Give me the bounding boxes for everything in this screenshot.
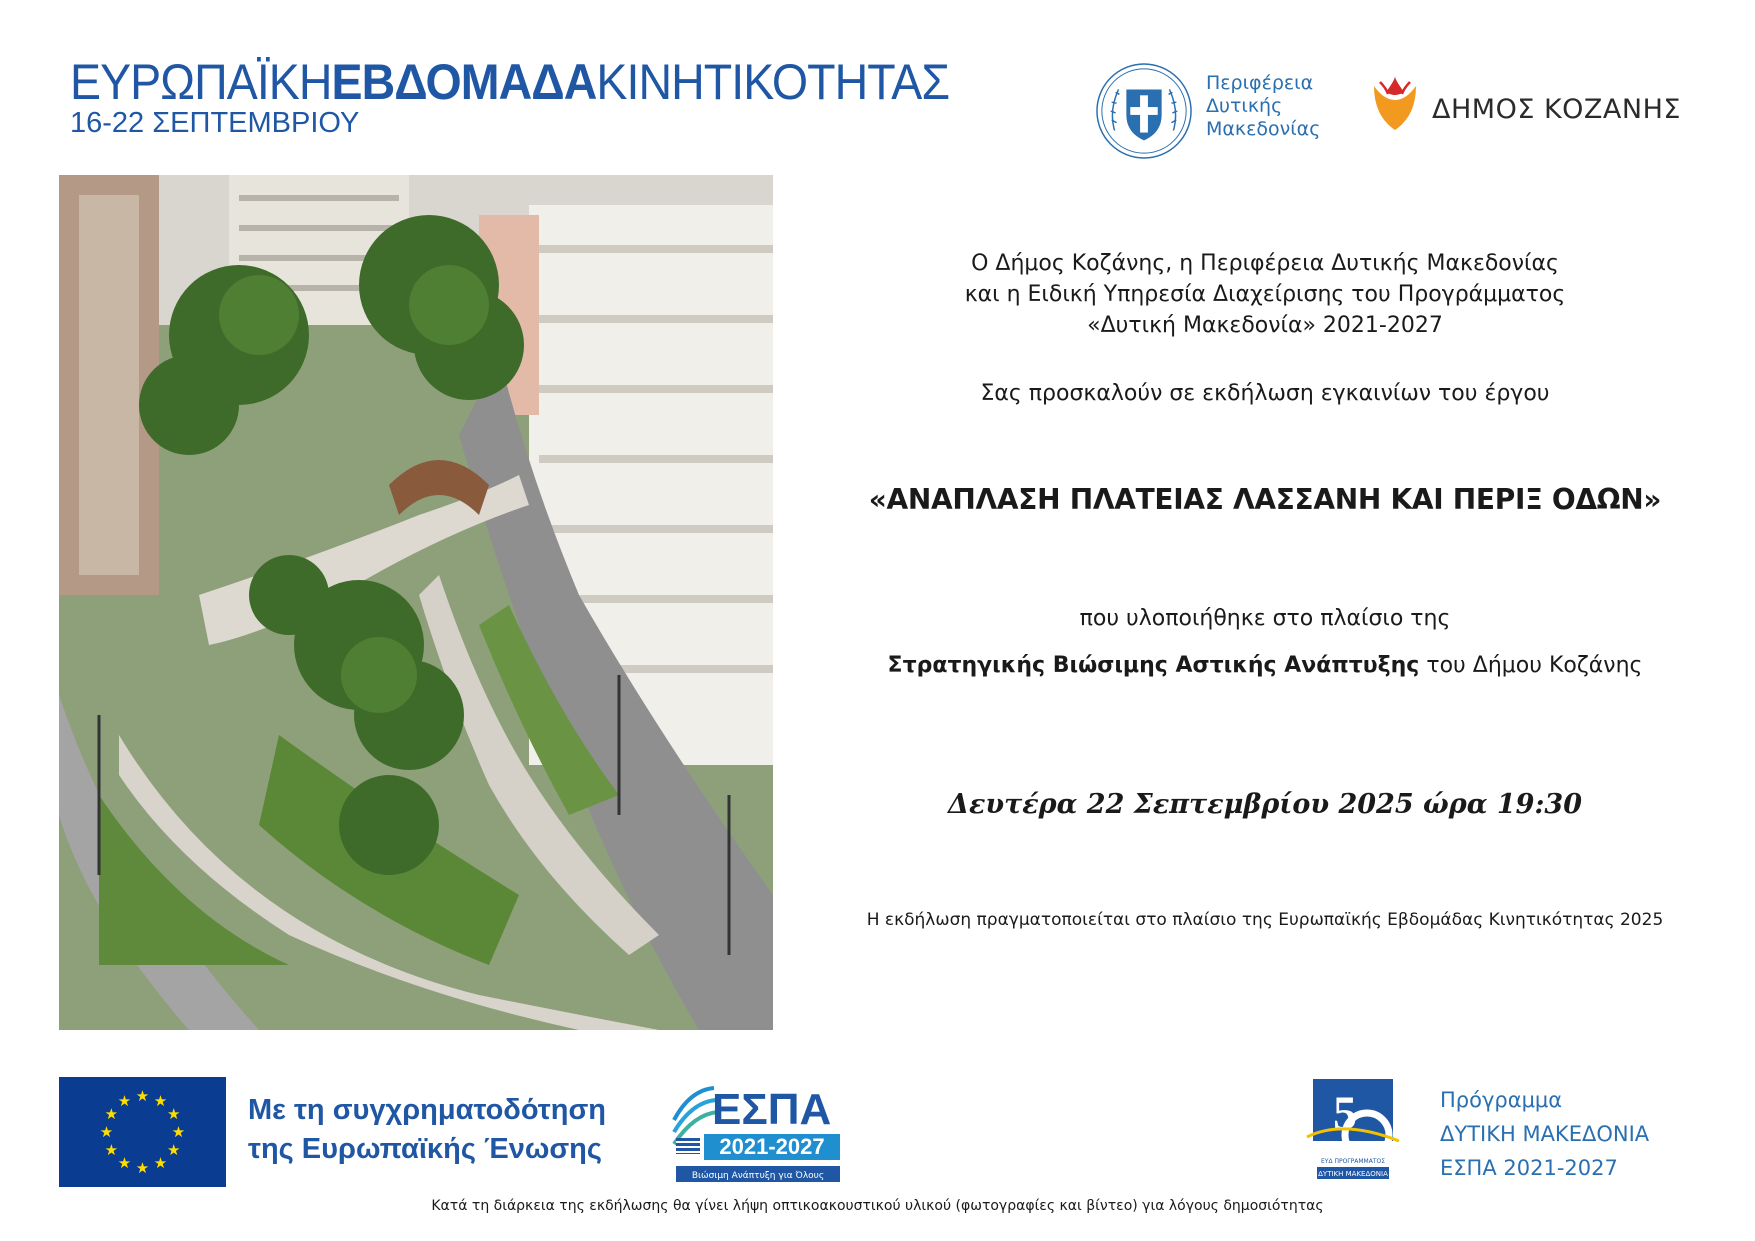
eu-star-icon: ★: [135, 1087, 150, 1105]
region-name-line3: Μακεδονίας: [1206, 118, 1321, 140]
kozani-logo-icon: [1372, 76, 1418, 132]
eu-star-icon: ★: [166, 1105, 181, 1123]
intro-line1: Ο Δήμος Κοζάνης, η Περιφέρεια Δυτικής Μακεδονίας: [971, 251, 1559, 276]
eu-star-icon: ★: [117, 1154, 132, 1173]
region-name-line2: Δυτικής: [1206, 95, 1283, 117]
intro-line2: και η Ειδική Υπηρεσία Διαχείρισης του Προγράμματος: [964, 282, 1566, 307]
eu-cofunding-line2: της Ευρωπαϊκής Ένωσης: [248, 1133, 602, 1165]
region-name: [1206, 72, 1320, 141]
eu-star-icon: ★: [153, 1154, 168, 1173]
week-title-part2: ΕΒΔΟΜΑΔΑ: [331, 54, 597, 110]
espa-slogan: Βιώσιμη Ανάπτυξη για Όλους: [691, 1171, 825, 1181]
week-title-part1: ΕΥΡΩΠΑΪΚΗ: [70, 54, 332, 110]
eu-star-icon: ★: [166, 1141, 181, 1159]
region-emblem-icon: [1095, 62, 1193, 160]
eu-star-icon: ★: [171, 1123, 186, 1141]
svg-text:5: 5: [1333, 1087, 1357, 1140]
program-badge-bottom: ΔΥΤΙΚΗ ΜΑΚΕΔΟΝΙΑ: [1318, 1170, 1388, 1178]
espa-title: ΕΣΠΑ: [712, 1085, 832, 1134]
eu-star-icon: ★: [99, 1123, 114, 1141]
event-datetime: Δευτέρα 22 Σεπτεμβρίου 2025 ώρα 19:30: [948, 789, 1582, 820]
implemented-line: που υλοποιήθηκε στο πλαίσιο της: [1079, 606, 1451, 631]
eu-cofunding: [248, 1091, 606, 1169]
eu-star-icon: ★: [104, 1105, 119, 1123]
eu-star-icon: ★: [135, 1159, 150, 1177]
espa-years: 2021-2027: [719, 1134, 825, 1159]
square-aerial-photo: [59, 175, 773, 1030]
organizers-intro: [800, 248, 1730, 341]
strategy-line: [800, 650, 1730, 681]
eu-flag-icon: [59, 1077, 226, 1187]
media-disclaimer: Κατά τη διάρκεια της εκδήλωσης θα γίνει λήψη οπτικοακουστικού υλικού (φωτογραφίες και βίντεο) για λόγους δημοσιότητας: [431, 1198, 1324, 1214]
week-title: [70, 56, 949, 108]
strategy-name: Στρατηγικής Βιώσιμης Αστικής Ανάπτυξης: [887, 653, 1420, 678]
program-line1: Πρόγραμμα: [1440, 1088, 1563, 1112]
eu-star-icon: ★: [117, 1091, 132, 1110]
intro-line3: «Δυτική Μακεδονία» 2021-2027: [1087, 313, 1443, 338]
program-name: [1440, 1083, 1649, 1185]
program-line2: ΔΥΤΙΚΗ ΜΑΚΕΔΟΝΙΑ: [1440, 1122, 1650, 1146]
region-name-line1: Περιφέρεια: [1206, 72, 1314, 94]
program-badge-top: ΕΥΔ ΠΡΟΓΡΑΜΜΑΤΟΣ: [1320, 1158, 1386, 1165]
eu-star-icon: ★: [104, 1141, 119, 1159]
municipality-name: ΔΗΜΟΣ ΚΟΖΑΝΗΣ: [1432, 94, 1681, 125]
espa-logo: [670, 1080, 842, 1185]
event-context: Η εκδήλωση πραγματοποιείται στο πλαίσιο της Ευρωπαϊκής Εβδομάδας Κινητικότητας 2025: [866, 910, 1664, 930]
program-logo-icon: [1303, 1079, 1403, 1180]
week-dates: 16-22 ΣΕΠΤΕΜΒΡΙΟΥ: [70, 107, 360, 139]
project-title: «ΑΝΑΠΛΑΣΗ ΠΛΑΤΕΙΑΣ ΛΑΣΣΑΝΗ ΚΑΙ ΠΕΡΙΞ ΟΔΩΝ»: [868, 483, 1662, 516]
eu-star-icon: ★: [153, 1091, 168, 1110]
week-title-part3: ΚΙΝΗΤΙΚΟΤΗΤΑΣ: [596, 54, 950, 110]
invite-line: Σας προσκαλούν σε εκδήλωση εγκαινίων του έργου: [980, 381, 1550, 406]
program-line3: ΕΣΠΑ 2021-2027: [1440, 1156, 1618, 1180]
strategy-owner: του Δήμου Κοζάνης: [1419, 653, 1643, 678]
eu-cofunding-line1: Με τη συγχρηματοδότηση: [248, 1094, 607, 1126]
